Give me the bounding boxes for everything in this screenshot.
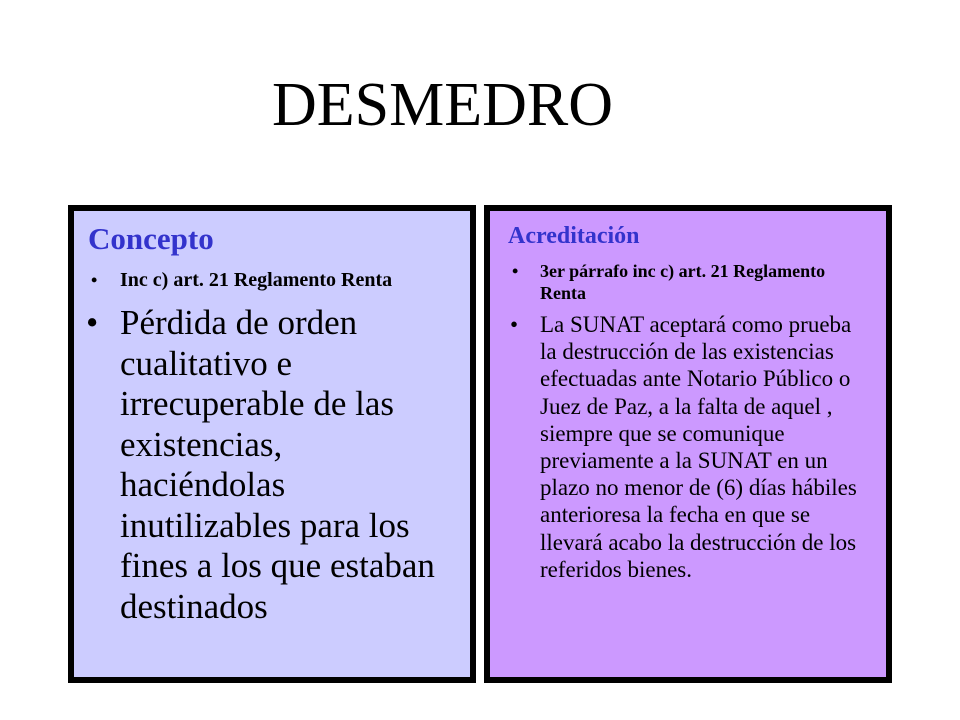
concepto-box bbox=[68, 205, 476, 683]
acreditacion-box bbox=[484, 205, 892, 683]
concepto-heading: Concepto bbox=[88, 221, 214, 256]
concepto-reference-text: Inc c) art. 21 Reglamento Renta bbox=[120, 269, 393, 291]
acreditacion-heading: Acreditación bbox=[508, 223, 640, 249]
concepto-bullet-definition bbox=[88, 303, 456, 627]
bullet-glyph: • bbox=[91, 270, 98, 290]
concepto-list bbox=[88, 269, 456, 627]
bullet-glyph: • bbox=[512, 261, 519, 281]
acreditacion-list bbox=[504, 260, 872, 583]
concepto-bullet-reference bbox=[88, 269, 456, 291]
acreditacion-bullet-body bbox=[504, 311, 872, 583]
concepto-definition-text: Pérdida de orden cualitativo e irrecuperable de las existencias, haciéndolas inutilizables para los fines a los que estaban destinados bbox=[120, 303, 435, 626]
acreditacion-body-text: La SUNAT aceptará como prueba la destrucción de las existencias efectuadas ante Notario Público o Juez de Paz, a la falta de aquel , siempre que se comunique previamente a la SUNAT en un plazo no menor de (6) días hábiles anterioresa la fecha en que se llevará acabo la destrucción de los referidos bienes. bbox=[540, 312, 857, 582]
bullet-glyph: • bbox=[86, 303, 99, 342]
acreditacion-bullet-reference bbox=[504, 260, 872, 304]
bullet-glyph: • bbox=[510, 312, 519, 337]
acreditacion-reference-text: 3er párrafo inc c) art. 21 Reglamento Renta bbox=[540, 261, 826, 303]
slide-title: DESMEDRO bbox=[272, 71, 614, 139]
